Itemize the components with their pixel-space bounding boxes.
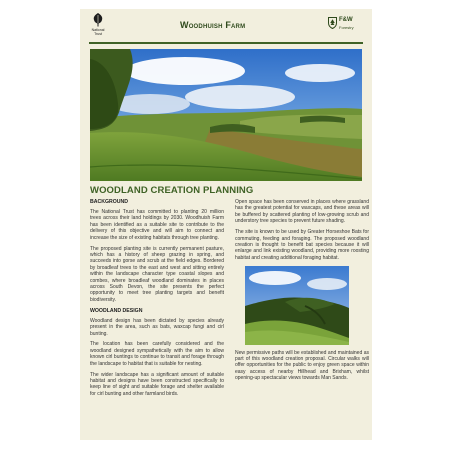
document-page: [80, 9, 372, 440]
background-paragraph-1: The National Trust has committed to planting 20 million trees across their land holdings by 2030. Woodhuish Farm has been identified as a suitable site to contribute to the delivery of this objective and will aim to connect and increase the size of existing habitats through tree planting.: [90, 209, 224, 241]
right-column: [235, 199, 369, 386]
farm-title: Woodhuish Farm: [180, 20, 246, 30]
header-divider: [89, 42, 363, 44]
bats-paragraph: The site is known to be used by Greater Horseshoe Bats for commuting, feeding and foraging. The proposed woodland creation is thought to benefit bat species because it will enlarge and link existing woodland, providing more roosting habitat and creating additional foraging habitat.: [235, 229, 369, 261]
background-paragraph-2: The proposed planting site is currently permanent pasture, which has a history of sheep grazing in spring, and succeeds into gorse and scrub at the field edges. Bordered by broadleaf trees to the east and west and sitting entirely within the landscape character type coastal slopes and combes, where broadleaf woodland dominates in places across South Devon, the site presents the perfect opportunity to meet tree planting targets and benefit biodiversity.: [90, 245, 224, 303]
national-trust-logo: [89, 13, 107, 39]
woodland-design-paragraph-3: The wider landscape has a significant amount of suitable habitat and designs have been constructed specifically to keep line of sight and suitable forage and shelter available for cirl bunting and other farmland birds.: [90, 371, 224, 397]
fw-forestry-logo: [328, 15, 368, 37]
left-column: [90, 199, 224, 402]
woodland-design-paragraph-1: Woodland design has been dictated by species already present in the area, such as bats, waxcap fungi and cirl bunting.: [90, 317, 224, 337]
page-header: [80, 9, 372, 42]
fw-logo-name: F&W: [339, 17, 353, 23]
woodland-design-heading: WOODLAND DESIGN: [90, 307, 143, 314]
woodland-design-paragraph-2: The location has been carefully considered and the woodland designed sympathetically with the aim to allow known cirl buntings to continue to transit and forage through the landscape to habitat that is suitable for nesting.: [90, 341, 224, 367]
main-title: WOODLAND CREATION PLANNING: [90, 185, 254, 196]
waxcap-paragraph: Open space has been conserved in places where grassland has the greatest potential for waxcaps, and these areas will be buffered by scattered planting of low-growing scrub and understory tree species to prevent future shading.: [235, 199, 369, 225]
national-trust-wordmark: National Trust: [91, 28, 105, 36]
wooded-valley-photo: [245, 266, 349, 345]
permissive-paths-paragraph: New permissive paths will be established and maintained as part of this woodland creation proposal. Circular walks will offer opportunities for the public to enjoy green space within easy access of nearby Hillhead and Brixham, whilst opening-up spectacular views towards Man Sands.: [235, 349, 369, 382]
background-heading: BACKGROUND: [90, 199, 129, 205]
hero-landscape-photo: [90, 49, 362, 181]
oak-leaf-icon: [92, 13, 104, 27]
shield-tree-icon: [328, 17, 337, 29]
fw-logo-subtitle: Forestry: [339, 25, 354, 30]
